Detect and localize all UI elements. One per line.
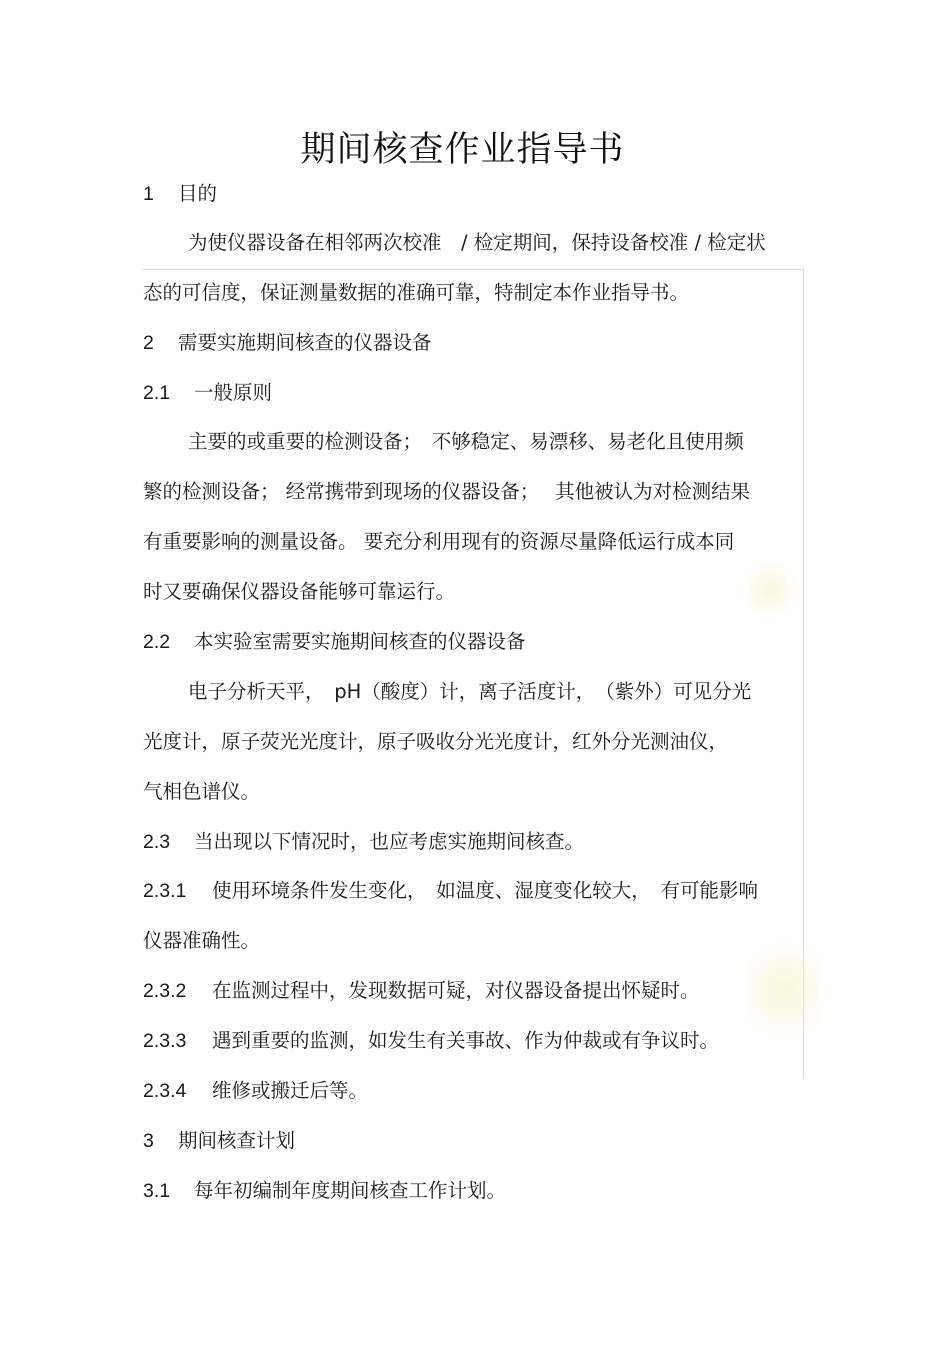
section-heading-1 (143, 180, 217, 208)
scan-smudge (745, 930, 825, 1050)
section-heading-text: 每年初编制年度期间核查工作计划。 (194, 1179, 507, 1202)
paragraph-line: 光度计，原子荧光光度计，原子吸收分光光度计，红外分光测油仪， (143, 730, 729, 753)
paragraph-line: 繁的检测设备； 经常携带到现场的仪器设备； 其他被认为对检测结果 (143, 480, 751, 503)
paragraph-line: 有重要影响的测量设备。 要充分利用现有的资源尽量降低运行成本同 (143, 530, 735, 553)
section-heading-3 (143, 1127, 295, 1155)
section-item-2-3-4 (143, 1077, 368, 1105)
section-item-text: 遇到重要的监测，如发生有关事故、作为仲裁或有争议时。 (212, 1029, 720, 1052)
section-item-2-3-2 (143, 977, 700, 1005)
section-number: 3.1 (143, 1180, 171, 1202)
section-number: 2.1 (143, 382, 171, 404)
paragraph-line: 态的可信度，保证测量数据的准确可靠，特制定本作业指导书。 (143, 281, 690, 304)
section-item-text: 维修或搬迁后等。 (212, 1079, 369, 1102)
section-heading-2-3 (143, 828, 584, 856)
section-heading-text: 目的 (178, 182, 218, 205)
section-number: 2.2 (143, 631, 171, 653)
section-heading-2-1 (143, 379, 272, 407)
paragraph-line: 气相色谱仪。 (143, 780, 261, 803)
section-heading-3-1 (143, 1177, 506, 1205)
section-item-2-3-1 (143, 877, 758, 905)
section-heading-text: 一般原则 (194, 381, 273, 404)
section-number: 1 (143, 183, 154, 205)
scan-frame-top (143, 269, 804, 270)
scan-smudge (740, 560, 800, 620)
paragraph-line: 为使仪器设备在相邻两次校准 / 检定期间，保持设备校准 / 检定状 (188, 231, 766, 254)
section-item-text: 使用环境条件发生变化， 如温度、湿度变化较大， 有可能影响 (212, 879, 759, 902)
section-number: 2.3.1 (143, 880, 187, 902)
section-number: 2.3.2 (143, 980, 187, 1002)
section-heading-2 (143, 329, 432, 357)
paragraph-line: 仪器准确性。 (143, 929, 261, 952)
section-number: 2.3.3 (143, 1030, 187, 1052)
document-title: 期间核查作业指导书 (300, 130, 625, 170)
section-heading-text: 本实验室需要实施期间核查的仪器设备 (194, 630, 526, 653)
paragraph-line: 时又要确保仪器设备能够可靠运行。 (143, 580, 456, 603)
section-heading-2-2 (143, 628, 526, 656)
section-heading-text: 当出现以下情况时，也应考虑实施期间核查。 (194, 830, 585, 853)
section-item-2-3-3 (143, 1027, 719, 1055)
section-number: 3 (143, 1130, 154, 1152)
section-number: 2.3 (143, 831, 171, 853)
section-item-text: 在监测过程中，发现数据可疑，对仪器设备提出怀疑时。 (212, 979, 700, 1002)
section-heading-text: 需要实施期间核查的仪器设备 (178, 331, 432, 354)
section-number: 2 (143, 332, 154, 354)
paragraph-line: 主要的或重要的检测设备； 不够稳定、易漂移、易老化且使用频 (188, 430, 744, 453)
section-number: 2.3.4 (143, 1080, 187, 1102)
section-heading-text: 期间核查计划 (178, 1129, 296, 1152)
paragraph-line: 电子分析天平， pH（酸度）计，离子活度计， （紫外）可见分光 (188, 680, 752, 703)
